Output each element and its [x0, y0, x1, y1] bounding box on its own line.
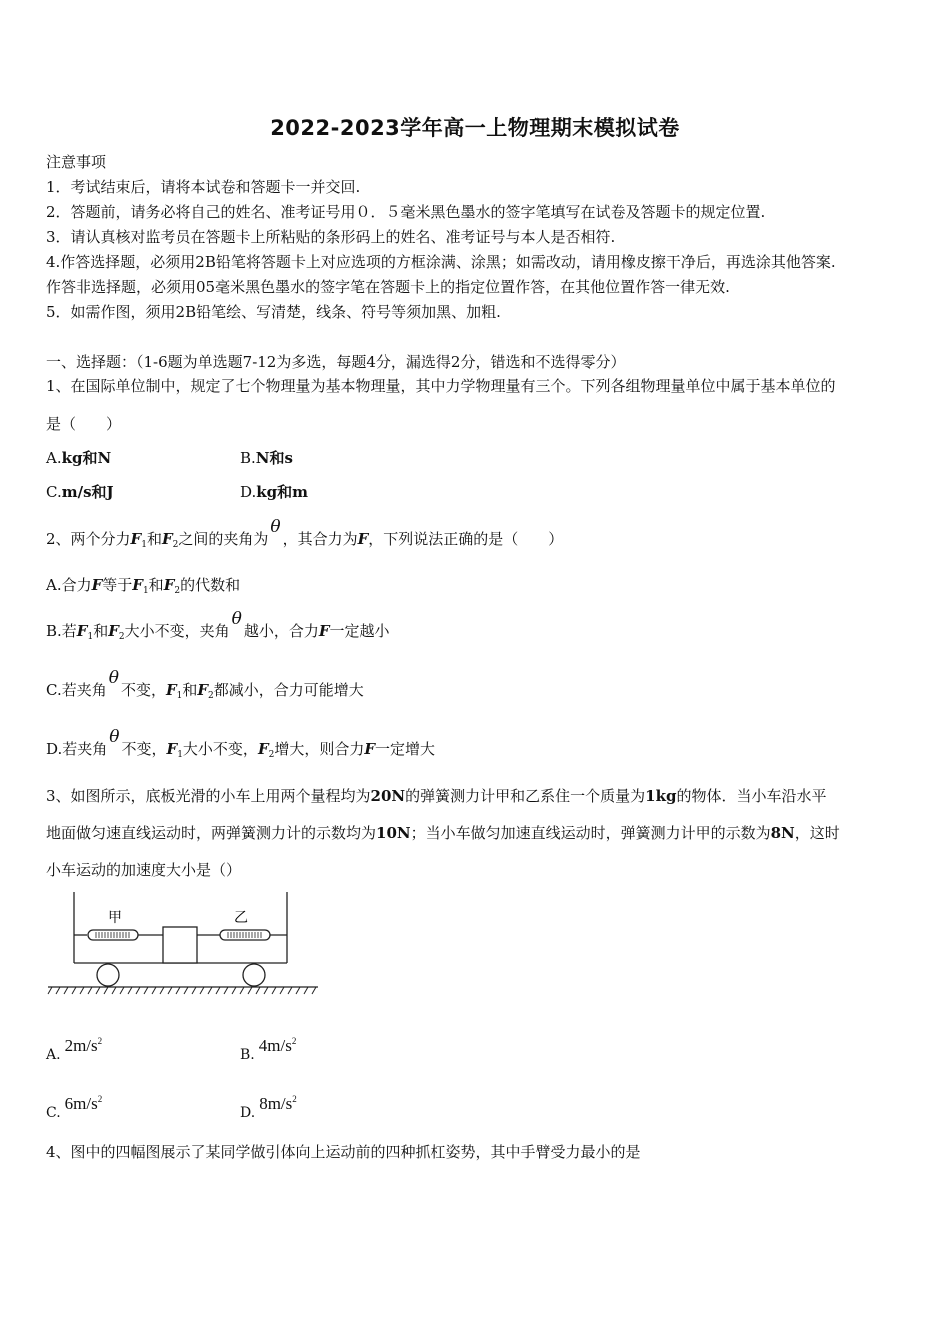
- opt-text: 越小，合力: [243, 622, 319, 640]
- symbol-f: F: [165, 681, 177, 699]
- value-text: 6m/s: [64, 1094, 98, 1113]
- q3-value: 20N: [370, 787, 406, 805]
- page-title: 2022-2023学年高一上物理期末模拟试卷: [270, 116, 680, 140]
- option-label: A.: [46, 1047, 61, 1063]
- q2-option-d: [46, 727, 436, 766]
- opt-text: 大小不变，夹角: [124, 622, 230, 640]
- opt-text: C.若夹角: [46, 681, 107, 699]
- option-label: C.: [46, 1105, 61, 1121]
- opt-text: 不变，: [121, 740, 167, 758]
- q2-option-a: [46, 574, 240, 602]
- option-text: kg和m: [256, 483, 309, 501]
- q1-stem-line1: 1、在国际单位制中，规定了七个物理量为基本物理量，其中力学物理量有三个。下列各组物理量单位中属于基本单位的: [46, 377, 836, 395]
- opt-text: D.若夹角: [46, 740, 108, 758]
- label-jia: 甲: [108, 910, 122, 926]
- opt-text: 一定增大: [375, 740, 436, 758]
- subscript: 1: [141, 540, 147, 550]
- q1-option-b: [240, 447, 293, 469]
- exponent: 2: [97, 1094, 103, 1104]
- option-label: B.: [240, 449, 256, 467]
- subscript: 2: [118, 632, 125, 642]
- symbol-theta: θ: [231, 609, 242, 629]
- q2-option-b: [46, 609, 390, 648]
- subscript: 1: [176, 691, 183, 701]
- option-text: m/s和J: [61, 483, 114, 501]
- symbol-f: F: [318, 622, 330, 640]
- option-value: [65, 1094, 103, 1113]
- label-yi: 乙: [234, 910, 248, 926]
- conj: 和: [182, 681, 198, 699]
- symbol-f: F: [130, 530, 142, 548]
- q1-option-c: [46, 481, 114, 503]
- option-value: [65, 1036, 103, 1055]
- opt-text: A.合力: [46, 576, 92, 594]
- note-item-4: 4.作答选择题，必须用2B铅笔将答题卡上对应选项的方框涂满、涂黑；如需改动，请用橡皮擦干净后，再选涂其他答案.: [46, 253, 836, 271]
- opt-text: 增大，则合力: [274, 740, 365, 758]
- cart-diagram: [44, 890, 324, 998]
- q3-text: 的弹簧测力计甲和乙系住一个质量为: [405, 787, 646, 805]
- option-value: [259, 1094, 297, 1113]
- q3-option-d: [240, 1096, 297, 1124]
- opt-text: 的代数和: [180, 576, 241, 594]
- subscript: 2: [174, 586, 181, 596]
- symbol-f: F: [161, 530, 173, 548]
- q3-value: 1kg: [645, 787, 677, 805]
- opt-text: 不变，: [120, 681, 166, 699]
- note-item-6: 5．如需作图，须用2B铅笔绘、写清楚，线条、符号等须加黑、加粗.: [46, 303, 501, 321]
- option-text: N和s: [255, 449, 293, 467]
- exponent: 2: [291, 1036, 297, 1046]
- symbol-f: F: [166, 740, 178, 758]
- note-item-5: 作答非选择题，必须用05毫米黑色墨水的签字笔在答题卡上的指定位置作答，在其他位置作答一律无效.: [46, 278, 730, 296]
- option-label: A.: [46, 449, 62, 467]
- q3-value: 10N: [376, 824, 411, 842]
- symbol-f: F: [108, 622, 119, 640]
- exponent: 2: [292, 1094, 297, 1104]
- q3-text: 地面做匀速直线运动时，两弹簧测力计的示数均为: [46, 824, 377, 842]
- q3-stem-line1: [46, 785, 827, 807]
- q4-stem: 4、图中的四幅图展示了某同学做引体向上运动前的四种抓杠姿势，其中手臂受力最小的是: [46, 1143, 641, 1161]
- option-value: [259, 1036, 297, 1055]
- value-text: 4m/s: [258, 1036, 292, 1055]
- q2-option-c: [46, 668, 364, 707]
- opt-text: B.若: [46, 622, 77, 640]
- conj: 和: [148, 576, 164, 594]
- opt-text: 大小不变，: [182, 740, 258, 758]
- symbol-f: F: [357, 530, 369, 548]
- q1-option-a: [46, 447, 111, 469]
- value-text: 2m/s: [64, 1036, 98, 1055]
- cart-wheel-right: [243, 964, 265, 986]
- q2-stem-text: ，下列说法正确的是（ ）: [368, 530, 564, 548]
- subscript: 1: [87, 632, 94, 642]
- q3-option-c: [46, 1096, 102, 1124]
- cart-wheel-left: [97, 964, 119, 986]
- section-heading: 一、选择题：（1-6题为单选题7-12为多选，每题4分，漏选得2分，错选和不选得零分）: [46, 353, 626, 371]
- value-text: 8m/s: [259, 1094, 293, 1113]
- opt-text: 等于: [102, 576, 133, 594]
- q3-option-a: [46, 1038, 102, 1066]
- option-label: D.: [240, 483, 257, 501]
- symbol-f: F: [364, 740, 375, 758]
- note-item-1: 1．考试结束后，请将本试卷和答题卡一并交回.: [46, 178, 361, 196]
- notes-heading: 注意事项: [46, 153, 107, 171]
- symbol-f: F: [197, 681, 209, 699]
- symbol-theta: θ: [108, 668, 119, 688]
- q3-value: 8N: [770, 824, 795, 842]
- opt-text: 一定越小: [329, 622, 390, 640]
- subscript: 1: [177, 750, 183, 760]
- block-mass: [163, 927, 197, 963]
- spring-scale-jia: [88, 930, 138, 940]
- q2-stem: [46, 517, 564, 556]
- symbol-f: F: [91, 576, 103, 594]
- option-label: B.: [240, 1047, 255, 1063]
- q3-option-b: [240, 1038, 296, 1066]
- exponent: 2: [97, 1036, 103, 1046]
- option-label: D.: [240, 1105, 256, 1121]
- symbol-theta: θ: [109, 727, 120, 747]
- q2-stem-text: 2、两个分力: [46, 530, 131, 548]
- subscript: 2: [268, 750, 275, 760]
- option-text: kg和N: [61, 449, 112, 467]
- symbol-theta: θ: [270, 517, 281, 537]
- symbol-f: F: [76, 622, 88, 640]
- subscript: 1: [142, 586, 149, 596]
- q3-stem-line2: [46, 822, 840, 844]
- q2-stem-text: ，其合力为: [282, 530, 358, 548]
- note-item-3: 3．请认真核对监考员在答题卡上所粘贴的条形码上的姓名、准考证号与本人是否相符.: [46, 228, 616, 246]
- spring-scale-yi: [220, 930, 270, 940]
- q2-stem-text: 之间的夹角为: [178, 530, 269, 548]
- subscript: 2: [208, 691, 214, 701]
- symbol-f: F: [163, 576, 175, 594]
- subscript: 2: [172, 540, 179, 550]
- q3-text: 的物体．当小车沿水平: [676, 787, 827, 805]
- q3-text: 3、如图所示，底板光滑的小车上用两个量程均为: [46, 787, 371, 805]
- q1-stem-line2: 是（ ）: [46, 415, 122, 433]
- symbol-f: F: [132, 576, 143, 594]
- q3-text: ；当小车做匀加速直线运动时，弹簧测力计甲的示数为: [410, 824, 771, 842]
- symbol-f: F: [257, 740, 269, 758]
- q3-stem-line3: 小车运动的加速度大小是（）: [46, 861, 242, 879]
- q3-text: ，这时: [794, 824, 840, 842]
- conj: 和: [146, 530, 162, 548]
- conj: 和: [93, 622, 109, 640]
- opt-text: 都减小，合力可能增大: [213, 681, 364, 699]
- q1-option-d: [240, 481, 308, 503]
- note-item-2: 2．答题前，请务必将自己的姓名、准考证号用０．５毫米黑色墨水的签字笔填写在试卷及答题卡的规定位置.: [46, 203, 766, 221]
- ground-hatching: [48, 987, 316, 994]
- option-label: C.: [46, 483, 62, 501]
